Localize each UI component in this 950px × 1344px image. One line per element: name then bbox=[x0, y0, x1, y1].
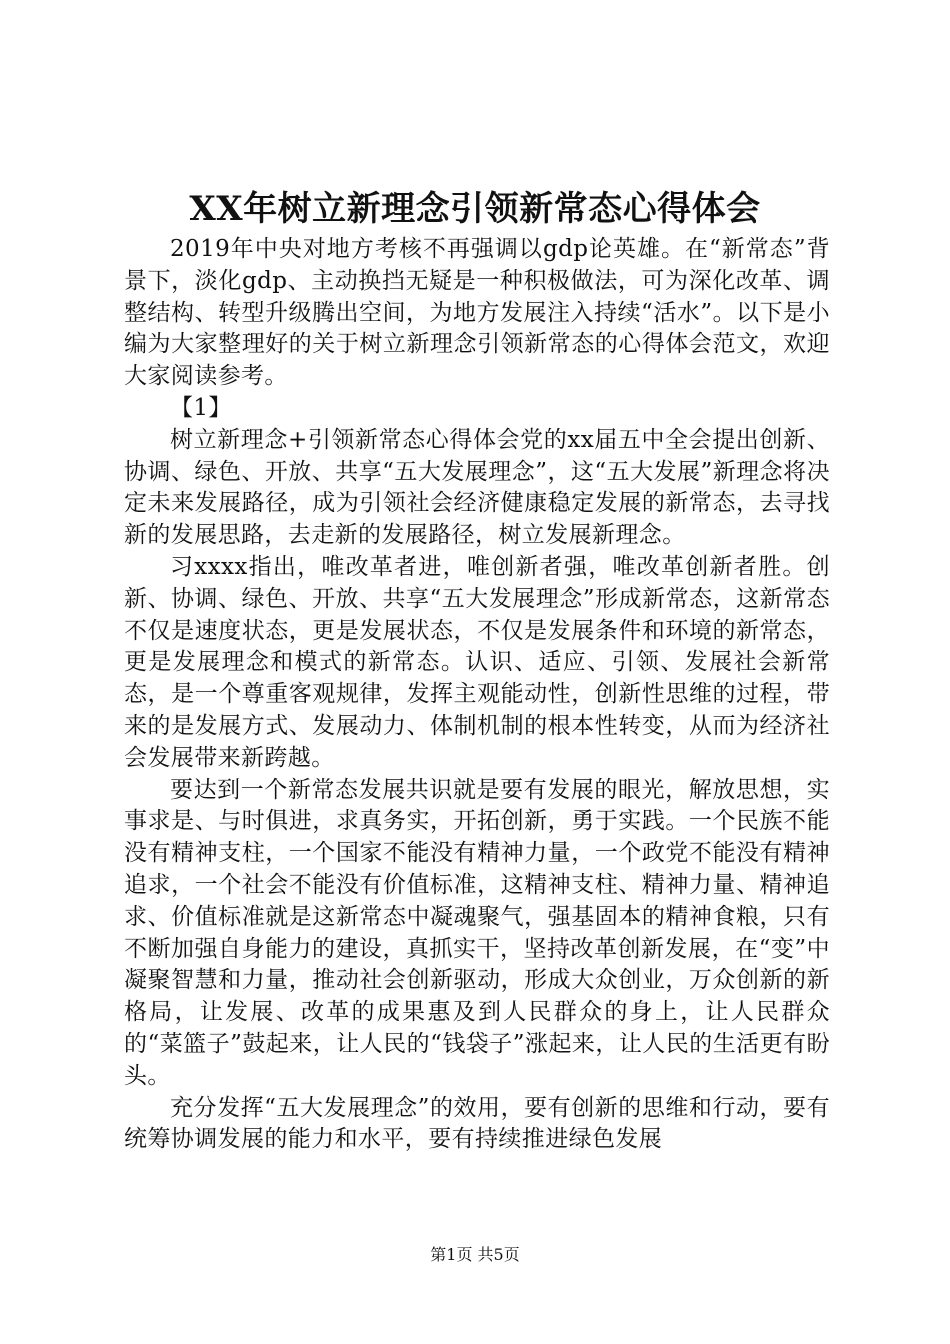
paragraph-4: 充分发挥“五大发展理念”的效用，要有创新的思维和行动，要有统筹协调发展的能力和水平，要有持续推进绿色发展 bbox=[124, 1094, 830, 1153]
document-title: XX年树立新理念引领新常态心得体会 bbox=[189, 189, 761, 229]
paragraph-intro: 2019年中央对地方考核不再强调以gdp论英雄。在“新常态”背景下，淡化gdp、主动换挡无疑是一种积极做法，可为深化改革、调整结构、转型升级腾出空间，为地方发展注入持续“活水”。以下是小编为大家整理好的关于树立新理念引领新常态的心得体会范文，欢迎大家阅读参考。 bbox=[124, 236, 830, 390]
paragraph-1: 树立新理念+引领新常态心得体会党的xx届五中全会提出创新、协调、绿色、开放、共享“五大发展理念”，这“五大发展”新理念将决定未来发展路径，成为引领社会经济健康稳定发展的新常态，去寻找新的发展思路，去走新的发展路径，树立发展新理念。 bbox=[124, 426, 830, 549]
page-footer: 第1页 共5页 bbox=[430, 1245, 520, 1264]
paragraph-3: 要达到一个新常态发展共识就是要有发展的眼光，解放思想，实事求是、与时俱进，求真务实，开拓创新，勇于实践。一个民族不能没有精神支柱，一个国家不能没有精神力量，一个政党不能没有精神追求，一个社会不能没有价值标准，这精神支柱、精神力量、精神追求、价值标准就是这新常态中凝魂聚气，强基固本的精神食粮，只有不断加强自身能力的建设，真抓实干，坚持改革创新发展，在“变”中凝聚智慧和力量，推动社会创新驱动，形成大众创业，万众创新的新格局，让发展、改革的成果惠及到人民群众的身上，让人民群众的“菜篮子”鼓起来，让人民的“钱袋子”涨起来，让人民的生活更有盼头。 bbox=[124, 776, 830, 1089]
document-body bbox=[124, 234, 830, 1156]
paragraph-2: 习xxxx指出，唯改革者进，唯创新者强，唯改革创新者胜。创新、协调、绿色、开放、共享“五大发展理念”形成新常态，这新常态不仅是速度状态，更是发展状态，不仅是发展条件和环境的新常态，更是发展理念和模式的新常态。认识、适应、引领、发展社会新常态，是一个尊重客观规律，发挥主观能动性，创新性思维的过程，带来的是发展方式、发展动力、体制机制的根本性转变，从而为经济社会发展带来新跨越。 bbox=[124, 553, 830, 771]
section-marker: 【1】 bbox=[170, 394, 232, 421]
